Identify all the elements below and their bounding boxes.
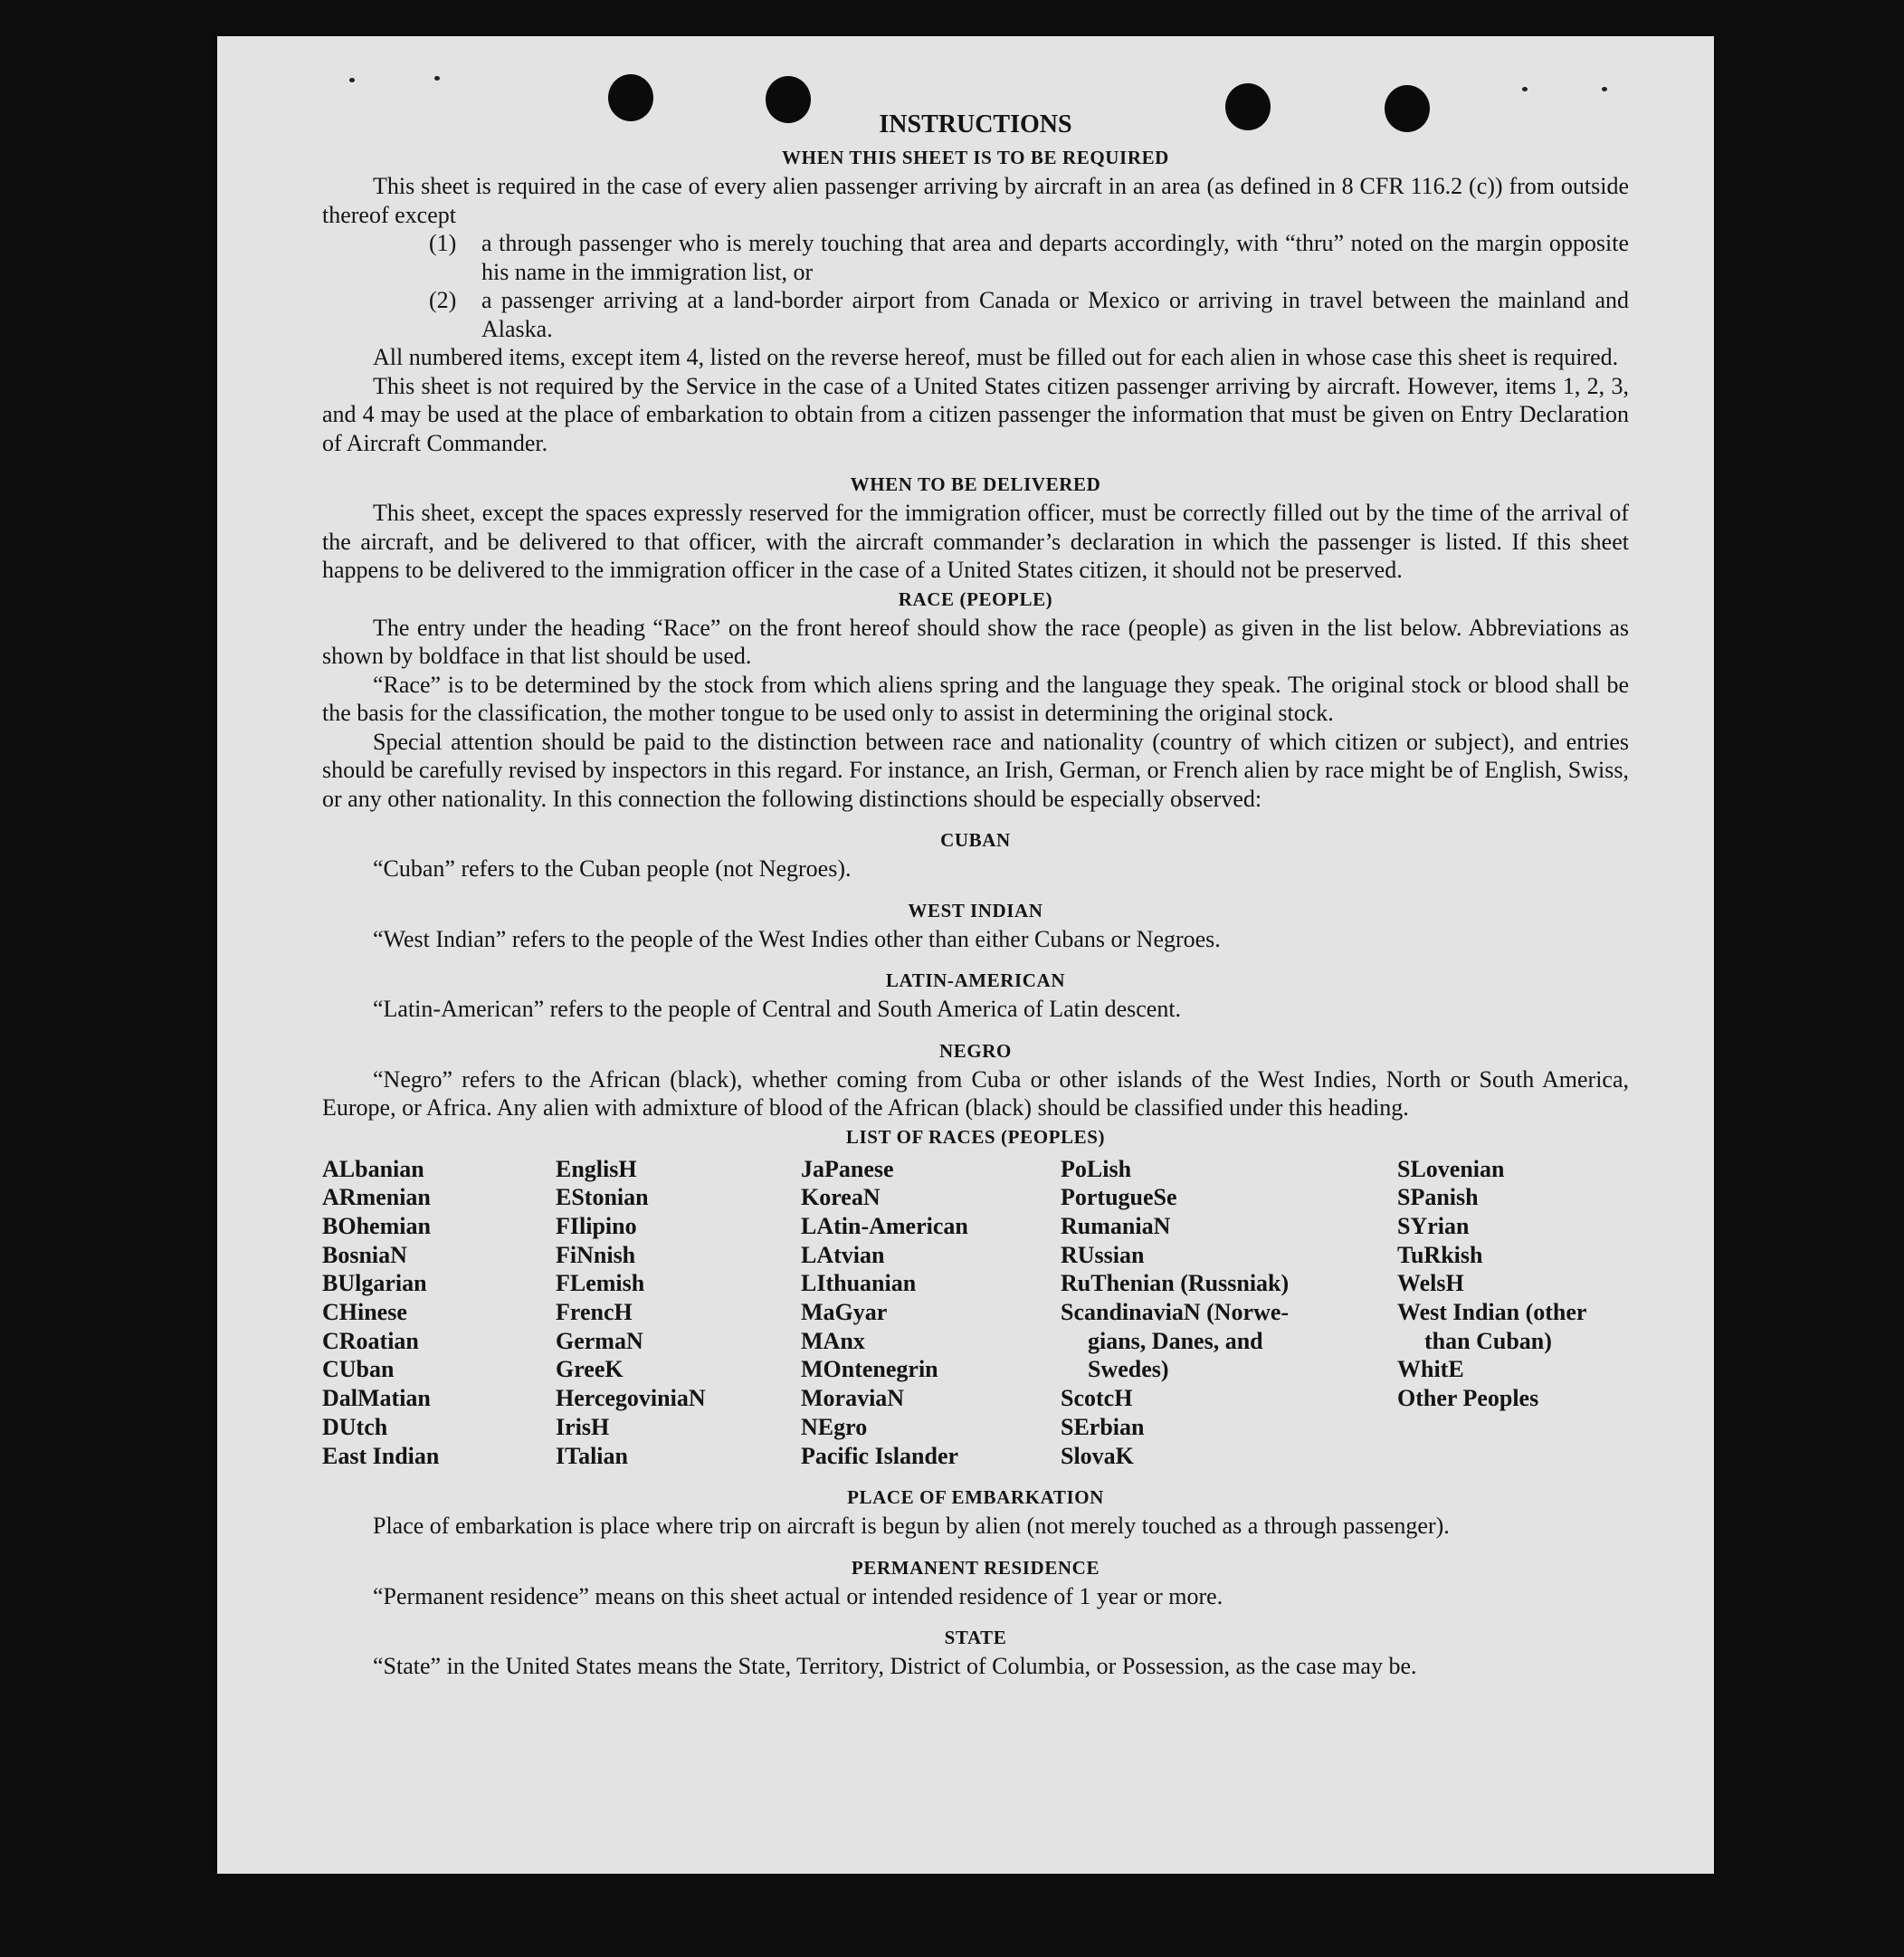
race-item: WelsH: [1397, 1270, 1464, 1297]
race-item-continued: than Cuban): [1424, 1327, 1552, 1354]
race-item: FiNnish: [556, 1241, 636, 1268]
race-item: RUssian: [1061, 1241, 1145, 1268]
paragraph: “Negro” refers to the African (black), whether coming from Cuba or other islands of the West Indies, North or South America, Europe, or Africa. Any alien with admixture of blood of the African (black) should be classified under this heading.: [322, 1065, 1629, 1121]
race-column: [1397, 1155, 1629, 1471]
exception-item: [322, 229, 1629, 286]
race-item: GreeK: [556, 1356, 624, 1383]
page-title: INSTRUCTIONS: [879, 110, 1072, 138]
race-item: ITalian: [556, 1442, 628, 1469]
speck: [1602, 87, 1607, 91]
race-item: NEgro: [801, 1413, 868, 1440]
item-number: (2): [429, 287, 457, 313]
race-item: KoreaN: [801, 1184, 881, 1211]
race-item: ALbanian: [322, 1155, 424, 1182]
race-item: MAnx: [801, 1327, 865, 1354]
race-item: SPanish: [1397, 1184, 1479, 1211]
speck: [434, 76, 440, 81]
paragraph: This sheet is not required by the Service in the case of a United States citizen passenger arriving by aircraft. However, items 1, 2, 3, and 4 may be used at the place of embarkation to obtain from a citizen passenger the information that must be given on Entry Declaration of Aircraft Commander.: [322, 372, 1629, 456]
race-item: DalMatian: [322, 1385, 431, 1412]
paragraph: “State” in the United States means the State, Territory, District of Columbia, or Possession, as the case may be.: [373, 1653, 1417, 1680]
race-item: TuRkish: [1397, 1241, 1483, 1268]
race-item: CUban: [322, 1356, 395, 1383]
paragraph: The entry under the heading “Race” on the front hereof should show the race (people) as given in the list below. Abbreviations as shown by boldface in that list should be used.: [322, 614, 1629, 669]
item-text: a passenger arriving at a land-border airport from Canada or Mexico or arriving in travel between the mainland and Alaska.: [481, 287, 1629, 342]
race-item: East Indian: [322, 1442, 440, 1469]
race-item-continued: Swedes): [1088, 1356, 1169, 1383]
paragraph: “Race” is to be determined by the stock from which aliens spring and the language they speak. The original stock or blood shall be the basis for the classification, the mother tongue to be used only to assist in determining the original stock.: [322, 671, 1629, 726]
race-item: CHinese: [322, 1299, 407, 1326]
race-item: HercegoviniaN: [556, 1385, 706, 1412]
race-item: ARmenian: [322, 1184, 431, 1211]
instructions-body: [322, 107, 1629, 1681]
race-item: SYrian: [1397, 1212, 1470, 1239]
race-item-continued: gians, Danes, and: [1088, 1327, 1263, 1354]
race-item: RuThenian (Russniak): [1061, 1270, 1290, 1297]
race-item: MOntenegrin: [801, 1356, 938, 1383]
race-item: EStonian: [556, 1184, 649, 1211]
race-item: IrisH: [556, 1413, 610, 1440]
race-item: FLemish: [556, 1270, 645, 1297]
race-column: [556, 1155, 801, 1471]
race-item: CRoatian: [322, 1327, 419, 1354]
section-heading: PLACE OF EMBARKATION: [847, 1486, 1104, 1509]
race-item: PoLish: [1061, 1155, 1132, 1182]
race-item: MaGyar: [801, 1299, 888, 1326]
document-page: [217, 36, 1714, 1874]
race-item: JaPanese: [801, 1155, 894, 1182]
section-heading: NEGRO: [938, 1039, 1012, 1062]
section-heading: PERMANENT RESIDENCE: [851, 1556, 1100, 1579]
section-heading: LIST OF RACES (PEOPLES): [845, 1125, 1106, 1148]
race-item: SlovaK: [1061, 1442, 1134, 1469]
race-item: SLovenian: [1397, 1155, 1505, 1182]
section-heading: CUBAN: [940, 829, 1011, 851]
race-item: DUtch: [322, 1413, 388, 1440]
speck: [1522, 87, 1528, 91]
paragraph: This sheet is required in the case of every alien passenger arriving by aircraft in an area (as defined in 8 CFR 116.2 (c)) from outside thereof except: [322, 173, 1629, 228]
paragraph: All numbered items, except item 4, listed on the reverse hereof, must be filled out for each alien in whose case this sheet is required.: [373, 344, 1619, 370]
race-item: SErbian: [1061, 1413, 1145, 1440]
section-heading: WEST INDIAN: [908, 899, 1043, 921]
race-item: EnglisH: [556, 1155, 637, 1182]
section-heading: STATE: [944, 1627, 1007, 1649]
race-item: BOhemian: [322, 1212, 431, 1239]
race-item: Other Peoples: [1397, 1385, 1539, 1412]
section-heading: WHEN THIS SHEET IS TO BE REQUIRED: [782, 147, 1169, 168]
race-item: RumaniaN: [1061, 1212, 1171, 1239]
section-heading: RACE (PEOPLE): [898, 587, 1053, 610]
item-text: a through passenger who is merely touching that area and departs accordingly, with “thru” noted on the margin opposite his name in the immigration list, or: [481, 230, 1629, 285]
race-column: [1061, 1155, 1397, 1471]
section-heading: WHEN TO BE DELIVERED: [850, 473, 1101, 495]
race-column: [322, 1155, 556, 1471]
paragraph: Special attention should be paid to the distinction between race and nationality (country of which citizen or subject), and entries should be carefully revised by inspectors in this regard. For instance, an Irish, German, or French alien by race might be of English, Swiss, or any other nationality. In this connection the following distinctions should be especially observed:: [322, 728, 1629, 812]
section-heading: LATIN-AMERICAN: [885, 969, 1066, 991]
race-item: ScotcH: [1061, 1385, 1133, 1412]
paragraph: “Permanent residence” means on this sheet actual or intended residence of 1 year or more.: [373, 1582, 1223, 1609]
race-item: PortugueSe: [1061, 1184, 1177, 1211]
race-item: LAtin-American: [801, 1212, 968, 1239]
race-column: [801, 1155, 1061, 1471]
item-number: (1): [429, 230, 457, 256]
paragraph: “West Indian” refers to the people of the West Indies other than either Cubans or Negroes.: [373, 925, 1221, 952]
race-item: LAtvian: [801, 1241, 885, 1268]
race-item: GermaN: [556, 1327, 643, 1354]
race-item: Pacific Islander: [801, 1442, 959, 1469]
race-item: West Indian (other: [1397, 1299, 1587, 1326]
paragraph: “Latin-American” refers to the people of Central and South America of Latin descent.: [373, 996, 1182, 1022]
race-item: LIthuanian: [801, 1270, 917, 1297]
race-item: MoraviaN: [801, 1385, 905, 1412]
paragraph: “Cuban” refers to the Cuban people (not Negroes).: [373, 855, 852, 882]
race-item: BosniaN: [322, 1241, 407, 1268]
paragraph: This sheet, except the spaces expressly reserved for the immigration officer, must be correctly filled out by the time of the arrival of the aircraft, and be delivered to that officer, with the aircraft commander’s declaration in which the passenger is listed. If this sheet happens to be delivered to the immigration officer in the case of a United States citizen, it should not be preserved.: [322, 500, 1629, 583]
race-list: [322, 1155, 1629, 1471]
race-item: FrencH: [556, 1299, 633, 1326]
race-item: BUlgarian: [322, 1270, 427, 1297]
speck: [349, 78, 355, 82]
paragraph: Place of embarkation is place where trip on aircraft is begun by alien (not merely touched as a through passenger).: [373, 1513, 1450, 1540]
race-item: ScandinaviaN (Norwe-: [1061, 1299, 1290, 1326]
race-item: WhitE: [1397, 1356, 1464, 1383]
exception-item: [322, 286, 1629, 343]
race-item: FIlipino: [556, 1212, 637, 1239]
